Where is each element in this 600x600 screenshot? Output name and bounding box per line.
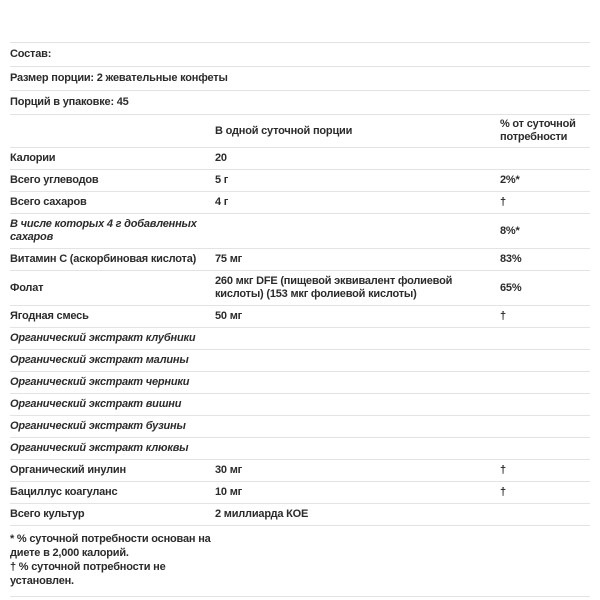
table-row: [10, 372, 590, 394]
amount-per-serving: 10 мг: [215, 486, 243, 498]
table-row: [10, 249, 590, 271]
ingredient-name: Витамин C (аскорбиновая кислота): [10, 253, 197, 265]
amount-per-serving: 2 миллиарда КОЕ: [215, 508, 309, 520]
ingredient-name: Ягодная смесь: [10, 310, 89, 322]
ingredient-name: Органический экстракт вишни: [10, 398, 182, 410]
daily-value-percent: †: [500, 196, 506, 208]
daily-value-percent: 8%*: [500, 224, 520, 237]
ingredient-name: Бациллус коагуланс: [10, 486, 118, 498]
table-row: [10, 214, 590, 249]
table-row: [10, 350, 590, 372]
info-row: [10, 91, 590, 115]
info-row: [10, 67, 590, 91]
ingredient-name: Фолат: [10, 281, 44, 294]
table-row: [10, 192, 590, 214]
info-row-label: Состав:: [10, 48, 52, 60]
amount-per-serving: 20: [215, 152, 227, 164]
table-row: [10, 170, 590, 192]
table-row: [10, 482, 590, 504]
ingredient-name: Органический экстракт клубники: [10, 332, 196, 344]
ingredient-name: В числе которых 4 г добавленных сахаров: [10, 218, 197, 243]
table-row: [10, 504, 590, 526]
table-body: [10, 148, 590, 526]
serving-info-section: [10, 43, 590, 115]
column-header-daily-value: % от суточной потребности: [500, 118, 576, 143]
amount-per-serving: 75 мг: [215, 253, 243, 265]
daily-value-percent: †: [500, 486, 506, 498]
ingredient-name: Органический экстракт бузины: [10, 420, 186, 432]
daily-value-percent: †: [500, 310, 506, 322]
daily-value-percent: 83%: [500, 253, 522, 265]
table-row: [10, 328, 590, 350]
ingredient-name: Калории: [10, 152, 56, 164]
ingredient-name: Органический экстракт черники: [10, 376, 190, 388]
table-row: [10, 460, 590, 482]
ingredient-name: Всего углеводов: [10, 174, 99, 186]
footnotes-section: [10, 526, 590, 597]
table-row: [10, 148, 590, 170]
daily-value-percent: 2%*: [500, 174, 520, 186]
daily-value-percent: 65%: [500, 281, 522, 294]
ingredient-name: Всего сахаров: [10, 196, 87, 208]
amount-per-serving: 5 г: [215, 174, 229, 186]
ingredient-name: Органический экстракт малины: [10, 354, 189, 366]
amount-per-serving: 30 мг: [215, 464, 243, 476]
amount-per-serving: 4 г: [215, 196, 229, 208]
column-header-amount: В одной суточной порции: [215, 124, 353, 137]
table-row: [10, 306, 590, 328]
daily-value-percent: †: [500, 464, 506, 476]
table-row: [10, 271, 590, 306]
table-row: [10, 438, 590, 460]
table-header-row: [10, 115, 590, 148]
table-row: [10, 394, 590, 416]
amount-per-serving: 260 мкг DFE (пищевой эквивалент фолиевой кислоты) (153 мкг фолиевой кислоты): [215, 275, 453, 300]
info-row-label: Порций в упаковке: 45: [10, 96, 129, 108]
table-row: [10, 416, 590, 438]
info-row-label: Размер порции: 2 жевательные конфеты: [10, 72, 228, 84]
footnote: † % суточной потребности не установлен.: [10, 561, 166, 587]
ingredient-name: Всего культур: [10, 508, 85, 520]
info-row: [10, 43, 590, 67]
ingredient-name: Органический экстракт клюквы: [10, 442, 189, 454]
supplement-facts-panel: [10, 42, 590, 597]
ingredient-name: Органический инулин: [10, 464, 126, 476]
footnote: * % суточной потребности основан на диете в 2,000 калорий.: [10, 533, 211, 559]
amount-per-serving: 50 мг: [215, 310, 243, 322]
